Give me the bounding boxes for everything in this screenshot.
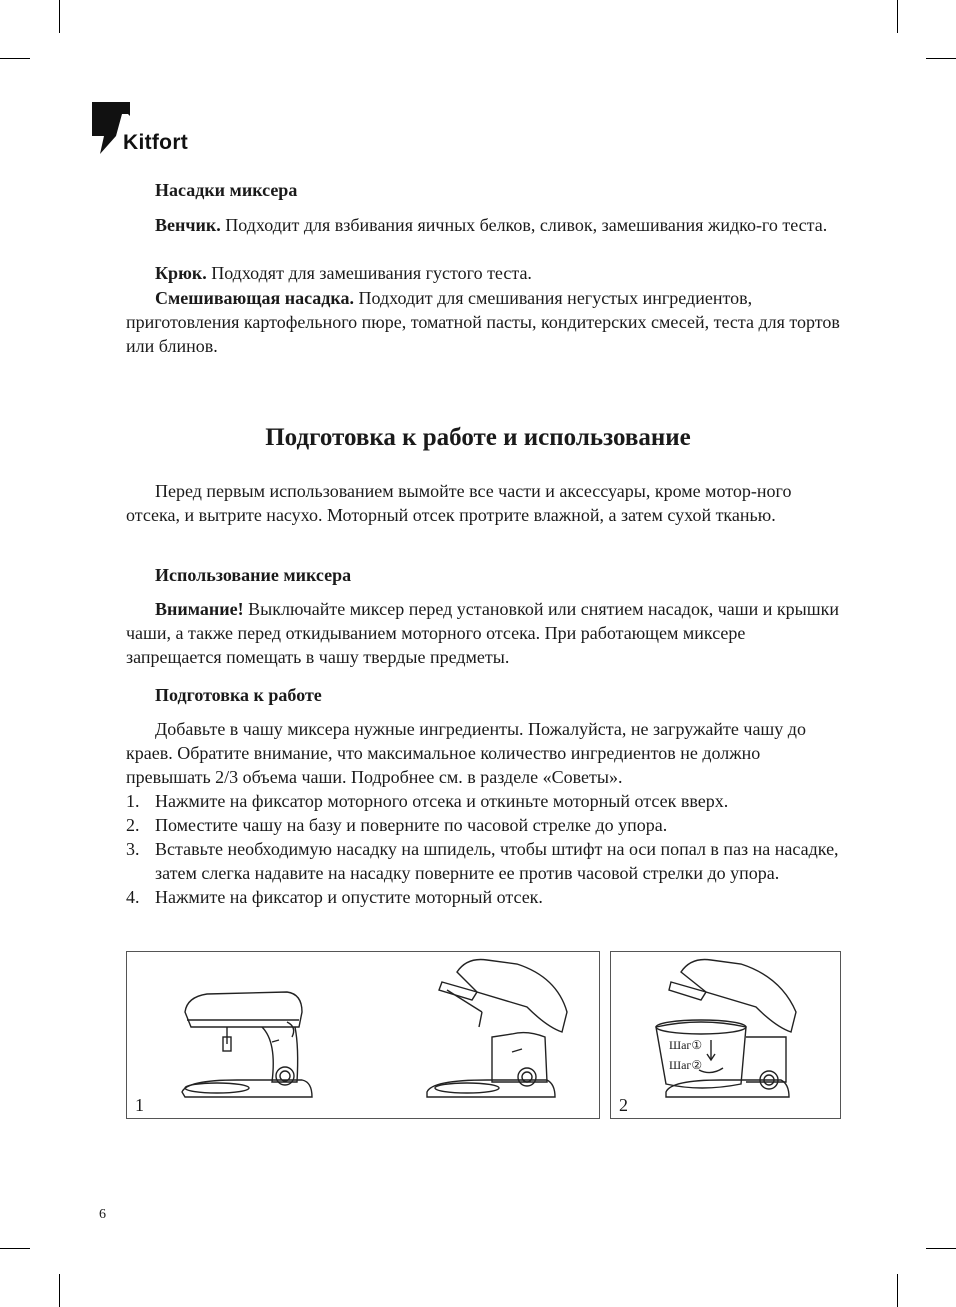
paragraph	[126, 261, 840, 285]
list-item	[126, 837, 840, 885]
list-item	[126, 813, 840, 837]
step-number: 1.	[126, 791, 140, 811]
figure-1	[126, 951, 600, 1119]
list-item	[126, 789, 840, 813]
term-description: Подходит для смешивания негустых ингредиентов, приготовления картофельного пюре, томатной пасты, кондитерских смесей, теста для тортов или блинов.	[126, 288, 840, 356]
step-number: 3.	[126, 839, 140, 859]
page-number: 6	[99, 1207, 106, 1222]
section-heading: Использование миксера	[155, 565, 352, 585]
warning-term: Внимание!	[155, 599, 244, 619]
brand-name: Kitfort	[123, 131, 189, 154]
term: Крюк.	[155, 263, 207, 283]
step-text: Нажмите на фиксатор и опустите моторный отсек.	[155, 887, 543, 907]
warning-text: Выключайте миксер перед установкой или снятием насадок, чаши и крышки чаши, а также перед откидыванием моторного отсека. При работающем миксере запрещается помещать в чашу твердые предметы.	[126, 599, 839, 667]
crop-mark	[897, 1274, 898, 1307]
term: Смешивающая насадка.	[155, 288, 355, 308]
crop-mark	[926, 58, 956, 59]
mixer-closed-and-open-illustration	[127, 952, 599, 1118]
prep-paragraph: Добавьте в чашу миксера нужные ингредиенты. Пожалуйста, не загружайте чашу до краев. Обратите внимание, что максимальное количество ингредиентов не должно превышать 2/3 объема чаши. Подробнее см. в разделе «Советы».	[126, 719, 806, 787]
steps-list	[126, 789, 840, 909]
warning-paragraph	[126, 597, 840, 669]
term: Венчик.	[155, 215, 221, 235]
section-heading: Насадки миксера	[155, 180, 298, 200]
crop-mark	[59, 1274, 60, 1307]
paragraph	[126, 286, 840, 358]
intro-paragraph: Перед первым использованием вымойте все части и аксессуары, кроме мотор-ного отсека, и вытрите насухо. Моторный отсек протрите влажной, а затем сухой тканью.	[126, 481, 792, 525]
bowl-installation-illustration	[611, 952, 840, 1118]
term-description: Подходит для взбивания яичных белков, сливок, замешивания жидко-го теста.	[220, 215, 828, 235]
step-text: Вставьте необходимую насадку на шпидель, чтобы штифт на оси попал в паз на насадке, затем слегка надавите на насадку поверните ее против часовой стрелки до упора.	[155, 839, 839, 883]
step-number: 2.	[126, 815, 140, 835]
step-text: Нажмите на фиксатор моторного отсека и откиньте моторный отсек вверх.	[155, 791, 729, 811]
crop-mark	[0, 58, 30, 59]
crop-mark	[897, 0, 898, 33]
step-number: 4.	[126, 887, 140, 907]
section-heading: Подготовка к работе	[155, 685, 322, 705]
step-1-caption: Шаг①	[669, 1038, 703, 1052]
crop-mark	[0, 1248, 30, 1249]
step-2-caption: Шаг②	[669, 1058, 703, 1072]
crop-mark	[59, 0, 60, 33]
list-item	[126, 885, 840, 909]
page-title: Подготовка к работе и использование	[265, 424, 691, 451]
figure-label: 1	[135, 1095, 144, 1115]
figure-2	[610, 951, 841, 1119]
paragraph	[126, 213, 840, 237]
figure-label: 2	[619, 1095, 628, 1115]
step-text: Поместите чашу на базу и поверните по часовой стрелке до упора.	[155, 815, 668, 835]
term-description: Подходят для замешивания густого теста.	[206, 263, 532, 283]
crop-mark	[926, 1248, 956, 1249]
